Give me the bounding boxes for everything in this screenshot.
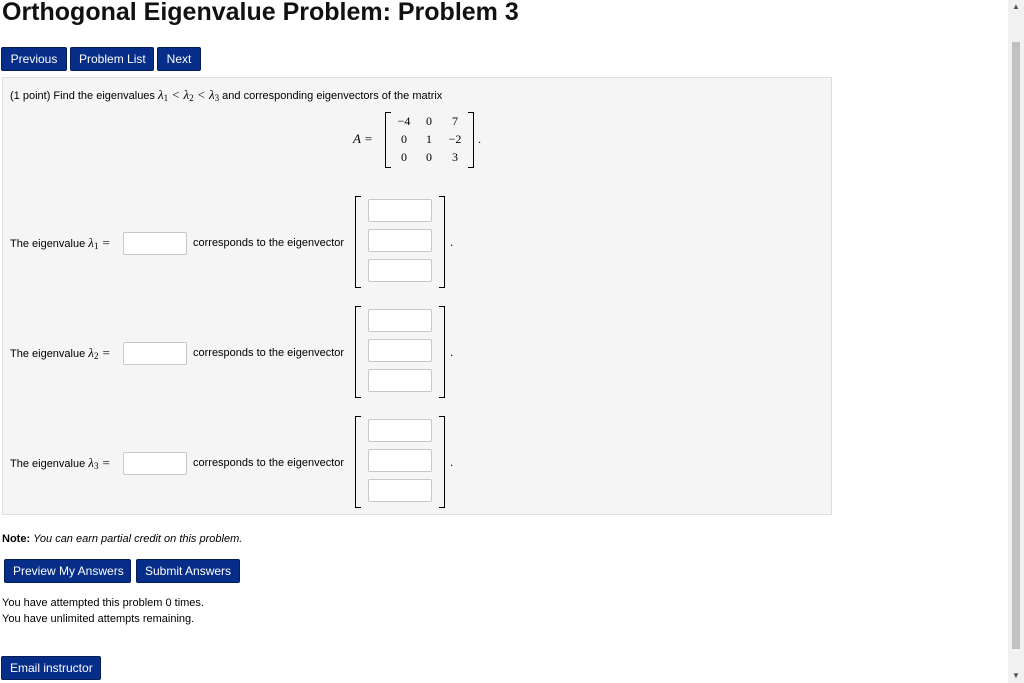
- vector-period-2: .: [450, 345, 454, 359]
- matrix-cell: −4: [397, 114, 411, 128]
- matrix-cell: 1: [426, 132, 432, 146]
- eigenvalue-label-2: The eigenvalue $\lambda_2$ =: [10, 345, 110, 361]
- problem-panel: [2, 77, 832, 515]
- note-text: You can earn partial credit on this problem.: [33, 533, 243, 545]
- vector-right-bracket-3: [439, 416, 445, 508]
- scrollbar-thumb[interactable]: [1012, 42, 1020, 649]
- eigenvector-1-entry-3[interactable]: [368, 259, 432, 282]
- partial-credit-note: [2, 533, 242, 545]
- eigenvector-1-entry-2[interactable]: [368, 229, 432, 252]
- email-instructor-button[interactable]: Email instructor: [1, 656, 101, 680]
- previous-button[interactable]: Previous: [1, 47, 67, 71]
- vector-period-3: .: [450, 455, 454, 469]
- vector-left-bracket-3: [355, 416, 361, 508]
- eigenvector-3-entry-3[interactable]: [368, 479, 432, 502]
- eigenvector-1-entry-1[interactable]: [368, 199, 432, 222]
- eigenvector-2-entry-3[interactable]: [368, 369, 432, 392]
- eigenvalue-1-input[interactable]: [123, 232, 187, 255]
- vector-period-1: .: [450, 235, 454, 249]
- note-label: Note:: [2, 533, 31, 545]
- eigenvalue-3-input[interactable]: [123, 452, 187, 475]
- eigenvector-3-entry-1[interactable]: [368, 419, 432, 442]
- eigenvector-3-entry-2[interactable]: [368, 449, 432, 472]
- vector-right-bracket-1: [439, 196, 445, 288]
- eigenvalue-2-input[interactable]: [123, 342, 187, 365]
- eigenvector-2-entry-1[interactable]: [368, 309, 432, 332]
- attempts-remaining-text: You have unlimited attempts remaining.: [2, 613, 195, 625]
- vector-left-bracket-1: [355, 196, 361, 288]
- matrix-cell: 0: [401, 132, 407, 146]
- corresponds-text-2: corresponds to the eigenvector: [193, 347, 345, 359]
- intro-prefix: (1 point) Find the eigenvalues: [10, 90, 155, 102]
- page-title: Orthogonal Eigenvalue Problem: Problem 3: [2, 0, 519, 26]
- next-button[interactable]: Next: [157, 47, 201, 71]
- eigenvector-2-entry-2[interactable]: [368, 339, 432, 362]
- matrix-cell: 0: [401, 150, 407, 164]
- corresponds-text-1: corresponds to the eigenvector: [193, 237, 345, 249]
- eigenvalue-label-3: The eigenvalue $\lambda_3$ =: [10, 455, 110, 471]
- matrix-cell: 0: [426, 150, 432, 164]
- attempts-count-text: You have attempted this problem 0 times.: [2, 597, 204, 609]
- submit-answers-button[interactable]: Submit Answers: [136, 559, 240, 583]
- vector-right-bracket-2: [439, 306, 445, 398]
- triangle-down-icon[interactable]: ▼: [1012, 671, 1020, 680]
- eigenvalue-label-1: The eigenvalue $\lambda_1$ =: [10, 235, 110, 251]
- matrix-cell: 0: [426, 114, 432, 128]
- preview-answers-button[interactable]: Preview My Answers: [4, 559, 131, 583]
- vector-left-bracket-2: [355, 306, 361, 398]
- matrix-cell: 7: [452, 114, 458, 128]
- intro-suffix: and corresponding eigenvectors of the matrix: [222, 90, 443, 102]
- matrix-cell: 3: [452, 150, 458, 164]
- triangle-up-icon[interactable]: ▲: [1012, 2, 1020, 11]
- matrix-cell: −2: [448, 132, 462, 146]
- matrix-period: .: [478, 132, 481, 146]
- matrix-right-bracket: [468, 112, 474, 168]
- problem-list-button[interactable]: Problem List: [70, 47, 154, 71]
- matrix-symbol: A =: [353, 131, 373, 146]
- vertical-scrollbar[interactable]: [1008, 0, 1024, 683]
- problem-statement: (1 point) Find the eigenvalues $\lambda_1 < \lambda_2 < \lambda_3$ and corresponding eigenvectors of the matrix: [10, 87, 443, 103]
- corresponds-text-3: corresponds to the eigenvector: [193, 457, 345, 469]
